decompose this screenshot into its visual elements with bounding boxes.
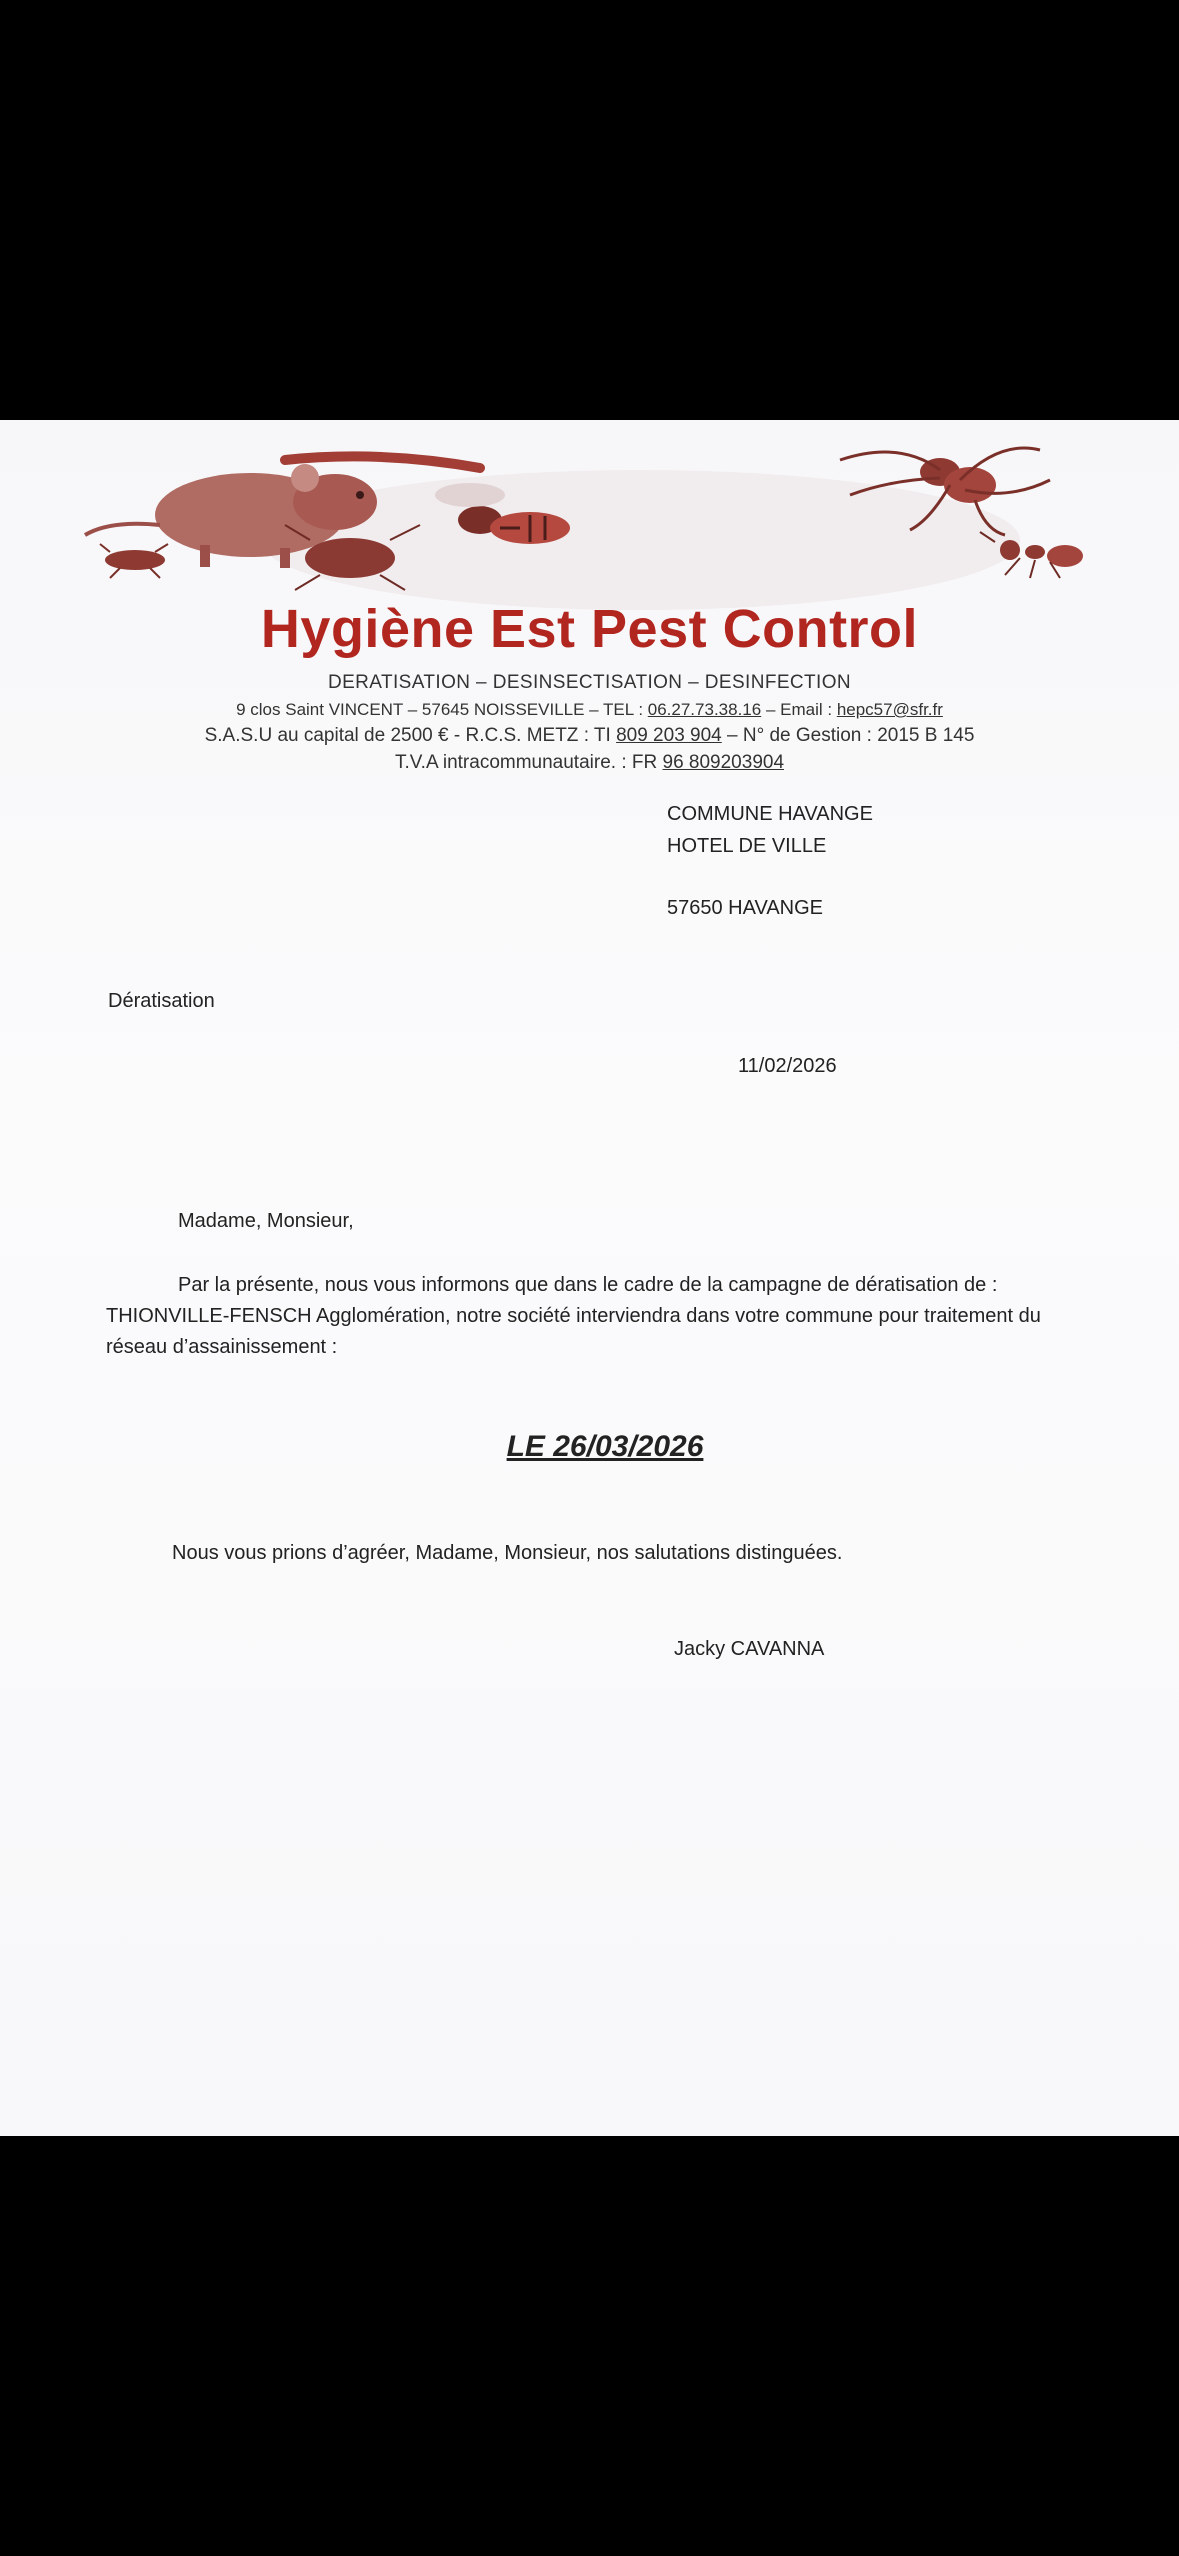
intervention-date: LE 26/03/2026 (506, 1430, 704, 1463)
letter-subject: Dératisation (108, 990, 215, 1012)
address-line (0, 700, 1179, 720)
legal-line (0, 725, 1179, 747)
recipient-line-2: HOTEL DE VILLE (667, 835, 827, 857)
letter-page (0, 420, 1179, 2136)
email-prefix: – Email : (761, 700, 837, 719)
rcs-number: 809 203 904 (616, 725, 722, 746)
legal-prefix: S.A.S.U au capital de 2500 € - R.C.S. METZ : TI (204, 725, 617, 746)
phone-number: 06.27.73.38.16 (647, 700, 762, 719)
body-paragraph: Par la présente, nous vous informons que dans le cadre de la campagne de dératisation de : THIONVILLE-FENSCH Agglomération, notre société interviendra dans votre commune pour traitement du réseau d’assainissement : (106, 1274, 1041, 1358)
closing-formula: Nous vous prions d’agréer, Madame, Monsieur, nos salutations distinguées. (172, 1542, 843, 1564)
tva-line (0, 752, 1179, 774)
centipede-icon (285, 456, 480, 468)
services-line: DERATISATION – DESINSECTISATION – DESINFECTION (327, 672, 852, 693)
beetle-icon (100, 544, 168, 578)
tva-number: 96 809203904 (662, 752, 785, 773)
legal-suffix: – N° de Gestion : 2015 B 145 (721, 725, 975, 746)
recipient-line-1: COMMUNE HAVANGE (667, 803, 873, 825)
signature-name: Jacky CAVANNA (674, 1638, 825, 1660)
pest-illustration-banner (80, 440, 1140, 620)
salutation: Madame, Monsieur, (178, 1210, 354, 1232)
email-address: hepc57@sfr.fr (836, 700, 943, 719)
letter-date: 11/02/2026 (738, 1055, 837, 1077)
company-name: Hygiène Est Pest Control (260, 599, 919, 659)
tva-prefix: T.V.A intracommunautaire. : FR (394, 752, 663, 773)
address-prefix: 9 clos Saint VINCENT – 57645 NOISSEVILLE – TEL : (236, 700, 648, 719)
recipient-line-3: 57650 HAVANGE (667, 897, 824, 919)
